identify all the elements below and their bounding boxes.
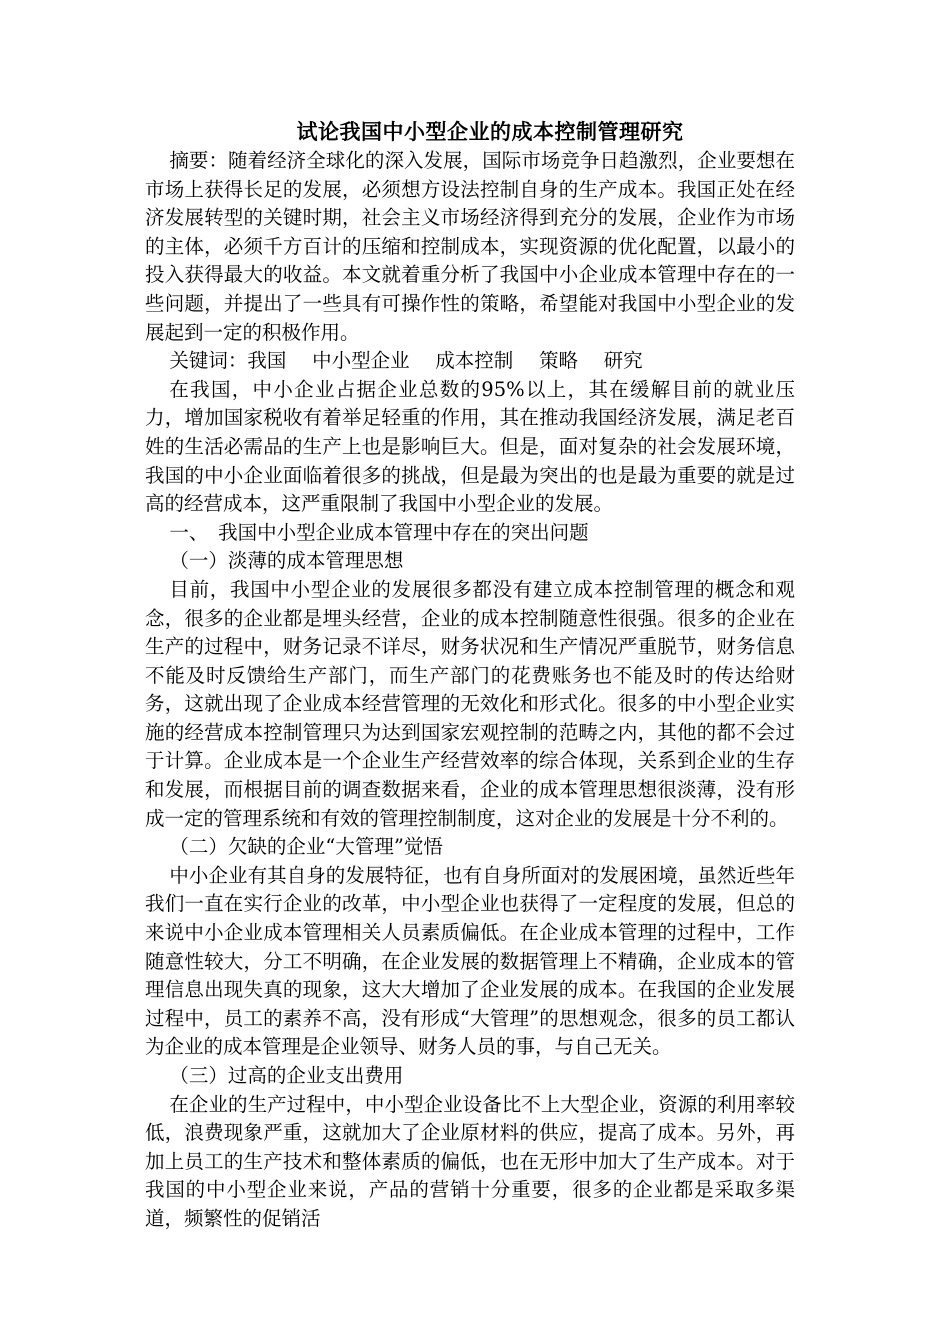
intro-paragraph: 在我国，中小企业占据企业总数的95%以上，其在缓解目前的就业压力，增加国家税收有着举足轻重的作用，其在推动我国经济发展，满足老百姓的生活必需品的生产上也是影响巨大。但是，面对复杂的社会发展环境，我国的中小企业面临着很多的挑战，但是最为突出的也是最为重要的就是过高的经营成本，这严重限制了我国中小型企业的发展。: [145, 377, 795, 516]
subsection-2-body: 中小企业有其自身的发展特征，也有自身所面对的发展困境，虽然近些年我们一直在实行企业的改革，中小型企业也获得了一定程度的发展，但总的来说中小企业成本管理相关人员素质偏低。在企业成本管理的过程中，工作随意性较大，分工不明确，在企业发展的数据管理上不精确，企业成本的管理信息出现失真的现象，这大大增加了企业发展的成本。在我国的企业发展过程中，员工的素养不高，没有形成“大管理”的思想观念，很多的员工都认为企业的成本管理是企业领导、财务人员的事，与自己无关。: [145, 863, 795, 1059]
document-page: [145, 118, 795, 1234]
section-1-heading: 一、 我国中小型企业成本管理中存在的突出问题: [169, 520, 589, 544]
keywords-line: 关键词：我国 中小型企业 成本控制 策略 研究: [169, 349, 643, 373]
subsection-3-body: 在企业的生产过程中，中小型企业设备比不上大型企业，资源的利用率较低，浪费现象严重，这就加大了企业原材料的供应，提高了成本。另外，再加上员工的生产技术和整体素质的偏低，也在无形中加大了生产成本。对于我国的中小型企业来说，产品的营销十分重要，很多的企业都是采取多渠道，频繁性的促销活: [145, 1092, 795, 1230]
subsection-3-heading: （三）过高的企业支出费用: [169, 1064, 404, 1087]
subsection-2-heading: （二）欠缺的企业“大管理”觉悟: [169, 835, 443, 859]
subsection-1-heading: （一）淡薄的成本管理思想: [169, 549, 404, 573]
abstract-paragraph: 摘要：随着经济全球化的深入发展，国际市场竞争日趋激烈，企业要想在市场上获得长足的发展，必须想方设法控制自身的生产成本。我国正处在经济发展转型的关键时期，社会主义市场经济得到充分的发展，企业作为市场的主体，必须千方百计的压缩和控制成本，实现资源的优化配置，以最小的投入获得最大的收益。本文就着重分析了我国中小企业成本管理中存在的一些问题，并提出了一些具有可操作性的策略，希望能对我国中小型企业的发展起到一定的积极作用。: [145, 149, 795, 344]
subsection-1-body: 目前，我国中小型企业的发展很多都没有建立成本控制管理的概念和观念，很多的企业都是埋头经营，企业的成本控制随意性很强。很多的企业在生产的过程中，财务记录不详尽，财务状况和生产情况严重脱节，财务信息不能及时反馈给生产部门，而生产部门的花费账务也不能及时的传达给财务，这就出现了企业成本经营管理的无效化和形式化。很多的中小型企业实施的经营成本控制管理只为达到国家宏观控制的范畴之内，其他的都不会过于计算。企业成本是一个企业生产经营效率的综合体现，关系到企业的生存和发展，而根据目前的调查数据来看，企业的成本管理思想很淡薄，没有形成一定的管理系统和有效的管理控制制度，这对企业的发展是十分不利的。: [145, 577, 795, 830]
document-title: 试论我国中小型企业的成本控制管理研究: [296, 120, 684, 144]
